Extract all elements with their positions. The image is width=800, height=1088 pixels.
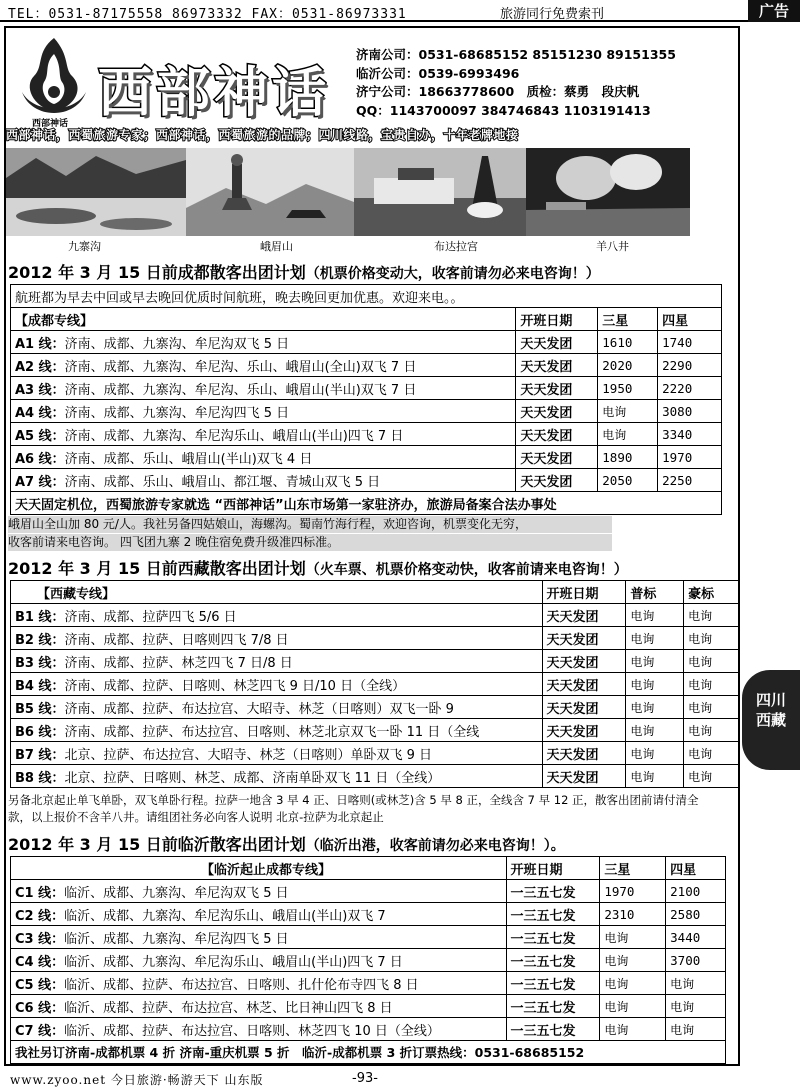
section-note: （临沂出港，收客前请勿必来电咨询！）。 bbox=[305, 838, 565, 854]
route-cell bbox=[11, 949, 507, 972]
tibet-note: 款，以上报价不含羊八井。请组团社务必向客人说明 北京-拉萨为北京起止 bbox=[8, 810, 384, 824]
price-cell: 电询 bbox=[626, 696, 684, 719]
col-header: 豪标 bbox=[684, 581, 740, 604]
table-row bbox=[11, 765, 740, 788]
price-cell: 2100 bbox=[666, 880, 726, 903]
price-cell: 电询 bbox=[626, 673, 684, 696]
price-cell: 电询 bbox=[626, 719, 684, 742]
section-title: 2012 年 3 月 15 日前成都散客出团计划 bbox=[8, 263, 306, 282]
departure-cell: 天天发团 bbox=[516, 446, 598, 469]
table-row bbox=[11, 469, 722, 492]
departure-cell: 天天发团 bbox=[542, 604, 626, 627]
col-header: 四星 bbox=[666, 857, 726, 880]
table-row bbox=[11, 673, 740, 696]
table-header-row bbox=[11, 308, 722, 331]
chengdu-rows bbox=[11, 331, 722, 492]
route-text: 济南、成都、拉萨、日喀则四飞 7/8 日 bbox=[64, 632, 289, 648]
line-code: A6 线： bbox=[15, 451, 65, 467]
table-row bbox=[11, 949, 726, 972]
section-heading-linyi bbox=[8, 832, 565, 855]
table-row bbox=[11, 880, 726, 903]
col-header: 三星 bbox=[600, 857, 666, 880]
route-cell bbox=[11, 331, 516, 354]
line-code: A1 线： bbox=[15, 336, 65, 352]
table-row bbox=[11, 423, 722, 446]
line-code: B6 线： bbox=[15, 724, 65, 740]
route-cell bbox=[11, 1018, 507, 1041]
route-cell bbox=[11, 995, 507, 1018]
table-row bbox=[11, 331, 722, 354]
price-cell: 2220 bbox=[658, 377, 722, 400]
price-cell: 电询 bbox=[598, 423, 658, 446]
route-text: 济南、成都、乐山、峨眉山(半山)双飞 4 日 bbox=[64, 451, 313, 467]
table-row bbox=[11, 903, 726, 926]
price-cell: 3080 bbox=[658, 400, 722, 423]
route-cell bbox=[11, 354, 516, 377]
photo-caption: 布达拉宫 bbox=[434, 240, 478, 253]
departure-cell: 天天发团 bbox=[542, 650, 626, 673]
route-cell bbox=[11, 972, 507, 995]
price-cell: 电询 bbox=[626, 650, 684, 673]
line-code: B4 线： bbox=[15, 678, 65, 694]
table-row bbox=[11, 446, 722, 469]
price-cell: 2250 bbox=[658, 469, 722, 492]
departure-cell: 天天发团 bbox=[542, 765, 626, 788]
table-row bbox=[11, 972, 726, 995]
price-cell: 电询 bbox=[598, 400, 658, 423]
departure-cell: 天天发团 bbox=[516, 354, 598, 377]
route-cell bbox=[11, 469, 516, 492]
route-cell bbox=[11, 880, 507, 903]
table-row bbox=[11, 354, 722, 377]
price-cell: 1610 bbox=[598, 331, 658, 354]
logo-caption: 西部神话 bbox=[32, 119, 69, 129]
line-code: A7 线： bbox=[15, 474, 65, 490]
price-cell: 3340 bbox=[658, 423, 722, 446]
photo-captions bbox=[6, 238, 690, 254]
line-code: C3 线： bbox=[15, 931, 65, 947]
page-number: -93- bbox=[352, 1071, 378, 1086]
departure-cell: 天天发团 bbox=[542, 627, 626, 650]
route-text: 济南、成都、九寨沟、牟尼沟、乐山、峨眉山(全山)双飞 7 日 bbox=[64, 359, 417, 375]
price-cell: 电询 bbox=[684, 650, 740, 673]
price-cell: 电询 bbox=[684, 673, 740, 696]
col-header: 三星 bbox=[598, 308, 658, 331]
price-cell: 2020 bbox=[598, 354, 658, 377]
departure-cell: 一三五七发 bbox=[506, 926, 600, 949]
line-code: C1 线： bbox=[15, 885, 65, 901]
price-cell: 电询 bbox=[666, 995, 726, 1018]
price-cell: 3440 bbox=[666, 926, 726, 949]
table-row bbox=[11, 1018, 726, 1041]
price-cell: 2290 bbox=[658, 354, 722, 377]
route-cell bbox=[11, 377, 516, 400]
line-code: C2 线： bbox=[15, 908, 65, 924]
chengdu-note: 峨眉山全山加 80 元/人。我社另备四姑娘山，海螺沟。蜀南竹海行程，欢迎咨询，机票变化无穷， bbox=[8, 516, 612, 533]
table-row bbox=[11, 650, 740, 673]
free-catalog-tag: 旅游同行免费索刊 bbox=[500, 7, 605, 22]
departure-cell: 天天发团 bbox=[516, 331, 598, 354]
line-code: A5 线： bbox=[15, 428, 65, 444]
price-cell: 电询 bbox=[600, 949, 666, 972]
route-text: 济南、成都、拉萨、林芝四飞 7 日/8 日 bbox=[64, 655, 293, 671]
price-cell: 电询 bbox=[600, 926, 666, 949]
route-text: 济南、成都、拉萨、布达拉宫、大昭寺、林芝（日喀则）双飞一卧 9 bbox=[64, 701, 454, 717]
departure-cell: 天天发团 bbox=[516, 377, 598, 400]
chengdu-note: 收客前请来电咨询。 四飞团九寨 2 晚住宿免费升级准四标准。 bbox=[8, 534, 612, 551]
departure-cell: 天天发团 bbox=[542, 696, 626, 719]
departure-cell: 一三五七发 bbox=[506, 972, 600, 995]
line-code: B1 线： bbox=[15, 609, 65, 625]
departure-cell: 天天发团 bbox=[542, 742, 626, 765]
price-cell: 电询 bbox=[626, 742, 684, 765]
col-header: 【临沂起止成都专线】 bbox=[11, 857, 507, 880]
price-cell: 电询 bbox=[600, 972, 666, 995]
table-header-row bbox=[11, 857, 726, 880]
brand-header bbox=[6, 28, 738, 140]
price-cell: 1970 bbox=[600, 880, 666, 903]
table-row bbox=[11, 604, 740, 627]
route-cell bbox=[11, 400, 516, 423]
company-line: 济宁公司：18663778600 质检：蔡勇 段庆帆 bbox=[356, 84, 640, 99]
departure-cell: 一三五七发 bbox=[506, 949, 600, 972]
departure-cell: 天天发团 bbox=[516, 423, 598, 446]
price-cell: 电询 bbox=[626, 604, 684, 627]
route-text: 临沂、成都、九寨沟、牟尼沟乐山、峨眉山(半山)双飞 7 bbox=[64, 908, 386, 924]
route-cell bbox=[11, 742, 543, 765]
photo-caption: 羊八井 bbox=[596, 240, 629, 253]
footer-url: www.zyoo.net 今日旅游·畅游天下 山东版 bbox=[10, 1073, 264, 1087]
col-header: 四星 bbox=[658, 308, 722, 331]
route-cell bbox=[11, 765, 543, 788]
price-cell: 电询 bbox=[684, 765, 740, 788]
table-row bbox=[11, 696, 740, 719]
departure-cell: 一三五七发 bbox=[506, 903, 600, 926]
price-cell: 1970 bbox=[658, 446, 722, 469]
price-cell: 电询 bbox=[600, 995, 666, 1018]
col-header: 【成都专线】 bbox=[11, 308, 516, 331]
line-code: A4 线： bbox=[15, 405, 65, 421]
line-code: B8 线： bbox=[15, 770, 65, 786]
chengdu-schedule-table bbox=[10, 284, 722, 515]
col-header: 【西藏专线】 bbox=[11, 581, 543, 604]
price-cell: 电询 bbox=[626, 627, 684, 650]
departure-cell: 一三五七发 bbox=[506, 1018, 600, 1041]
photo-potala bbox=[354, 148, 526, 236]
route-text: 济南、成都、拉萨、日喀则、林芝四飞 9 日/10 日（全线） bbox=[64, 678, 406, 694]
table-row bbox=[11, 400, 722, 423]
col-header: 普标 bbox=[626, 581, 684, 604]
price-cell: 电询 bbox=[684, 604, 740, 627]
route-cell bbox=[11, 446, 516, 469]
route-cell bbox=[11, 627, 543, 650]
table-row bbox=[11, 377, 722, 400]
route-text: 北京、拉萨、布达拉宫、大昭寺、林芝（日喀则）单卧双飞 9 日 bbox=[64, 747, 433, 763]
section-title: 2012 年 3 月 15 日前临沂散客出团计划 bbox=[8, 835, 306, 854]
line-code: C6 线： bbox=[15, 1000, 65, 1016]
route-text: 临沂、成都、九寨沟、牟尼沟双飞 5 日 bbox=[64, 885, 289, 901]
price-cell: 2050 bbox=[598, 469, 658, 492]
route-text: 济南、成都、九寨沟、牟尼沟乐山、峨眉山(半山)四飞 7 日 bbox=[64, 428, 404, 444]
route-text: 济南、成都、拉萨四飞 5/6 日 bbox=[64, 609, 237, 625]
tibet-rows bbox=[11, 604, 740, 788]
route-text: 济南、成都、九寨沟、牟尼沟四飞 5 日 bbox=[64, 405, 290, 421]
price-cell: 1890 bbox=[598, 446, 658, 469]
table-row bbox=[11, 627, 740, 650]
top-contact-bar bbox=[0, 0, 800, 22]
section-note: （火车票、机票价格变动快，收客前请来电咨询！） bbox=[305, 562, 628, 578]
route-text: 临沂、成都、九寨沟、牟尼沟四飞 5 日 bbox=[64, 931, 289, 947]
photo-yangbajing bbox=[526, 148, 690, 236]
table-row bbox=[11, 995, 726, 1018]
photo-emeishan bbox=[186, 148, 354, 236]
side-tab-label: 四川 bbox=[755, 691, 786, 709]
line-code: B7 线： bbox=[15, 747, 65, 763]
company-line: 济南公司：0531-68685152 85151230 89151355 bbox=[356, 47, 676, 62]
route-text: 临沂、成都、拉萨、布达拉宫、林芝、比日神山四飞 8 日 bbox=[64, 1000, 393, 1016]
line-code: C4 线： bbox=[15, 954, 65, 970]
price-cell: 电询 bbox=[626, 765, 684, 788]
price-cell: 1950 bbox=[598, 377, 658, 400]
brand-slogan: 西部神话，西蜀旅游专家；西部神话，西蜀旅游的品牌；四川线路，宝贵自办，十年老牌地接 bbox=[6, 128, 519, 142]
line-code: B5 线： bbox=[15, 701, 65, 717]
photo-jiuzhaigou bbox=[6, 148, 186, 236]
company-contacts bbox=[356, 46, 676, 120]
tibet-note: 另备北京起止单飞单卧，双飞单卧行程。拉萨一地含 3 早 4 正、日喀则(或林芝)含 5 早 8 正，全线含 7 早 12 正，散客出团前请付清全 bbox=[8, 793, 699, 807]
flame-logo-icon bbox=[14, 32, 94, 124]
route-text: 临沂、成都、拉萨、布达拉宫、日喀则、扎什伦布寺四飞 8 日 bbox=[64, 977, 419, 993]
linyi-schedule-table bbox=[10, 856, 726, 1064]
contact-numbers: TEL：0531-87175558 86973332 FAX：0531-86973331 bbox=[8, 7, 407, 22]
route-cell bbox=[11, 696, 543, 719]
route-text: 济南、成都、拉萨、布达拉宫、日喀则、林芝北京双飞一卧 11 日（全线 bbox=[64, 724, 480, 740]
price-cell: 电询 bbox=[684, 742, 740, 765]
route-text: 北京、拉萨、日喀则、林芝、成都、济南单卧双飞 11 日（全线） bbox=[64, 770, 441, 786]
departure-cell: 天天发团 bbox=[542, 719, 626, 742]
departure-cell: 天天发团 bbox=[542, 673, 626, 696]
route-cell bbox=[11, 650, 543, 673]
price-cell: 电询 bbox=[684, 719, 740, 742]
price-cell: 1740 bbox=[658, 331, 722, 354]
route-text: 济南、成都、九寨沟、牟尼沟、乐山、峨眉山(半山)双飞 7 日 bbox=[64, 382, 417, 398]
price-cell: 电询 bbox=[666, 972, 726, 995]
route-text: 临沂、成都、九寨沟、牟尼沟乐山、峨眉山(半山)四飞 7 日 bbox=[64, 954, 403, 970]
departure-cell: 一三五七发 bbox=[506, 880, 600, 903]
line-code: B2 线： bbox=[15, 632, 65, 648]
col-header: 开班日期 bbox=[516, 308, 598, 331]
price-cell: 2580 bbox=[666, 903, 726, 926]
photo-strip bbox=[6, 148, 690, 236]
line-code: A2 线： bbox=[15, 359, 65, 375]
line-code: C5 线： bbox=[15, 977, 65, 993]
photo-caption: 峨眉山 bbox=[260, 240, 293, 253]
table-row bbox=[11, 719, 740, 742]
table-header-row bbox=[11, 581, 740, 604]
table-row bbox=[11, 926, 726, 949]
region-side-tab bbox=[742, 670, 800, 770]
section-heading-chengdu bbox=[8, 260, 600, 283]
table-footer-row: 我社另订济南-成都机票 4 折 济南-重庆机票 5 折 临沂-成都机票 3 折订票热线：0531-68685152 bbox=[11, 1041, 726, 1064]
departure-cell: 一三五七发 bbox=[506, 995, 600, 1018]
table-footer-row: 天天固定机位，西蜀旅游专家就选 “西部神话”山东市场第一家驻济办，旅游局备案合法办事处 bbox=[11, 492, 722, 515]
price-cell: 3700 bbox=[666, 949, 726, 972]
route-text: 济南、成都、九寨沟、牟尼沟双飞 5 日 bbox=[64, 336, 290, 352]
brand-name: 西部神话 bbox=[98, 60, 330, 124]
departure-cell: 天天发团 bbox=[516, 469, 598, 492]
linyi-rows bbox=[11, 880, 726, 1041]
route-cell bbox=[11, 673, 543, 696]
section-note: （机票价格变动大，收客前请勿必来电咨询！） bbox=[305, 266, 600, 282]
company-line: 临沂公司：0539-6993496 bbox=[356, 65, 520, 81]
route-cell bbox=[11, 604, 543, 627]
route-text: 济南、成都、乐山、峨眉山、都江堰、青城山双飞 5 日 bbox=[64, 474, 381, 490]
line-code: A3 线： bbox=[15, 382, 65, 398]
photo-caption: 九寨沟 bbox=[68, 240, 101, 253]
ad-badge: 广告 bbox=[748, 0, 800, 22]
route-cell bbox=[11, 423, 516, 446]
price-cell: 电询 bbox=[684, 696, 740, 719]
route-cell bbox=[11, 903, 507, 926]
col-header: 开班日期 bbox=[542, 581, 626, 604]
company-line: QQ：1143700097 384746843 1103191413 bbox=[356, 102, 651, 118]
price-cell: 电询 bbox=[666, 1018, 726, 1041]
col-header: 开班日期 bbox=[506, 857, 600, 880]
intro-row: 航班都为早去中回或早去晚回优质时间航班，晚去晚回更加优惠。欢迎来电。。 bbox=[11, 285, 722, 308]
section-heading-tibet bbox=[8, 556, 628, 579]
line-code: C7 线： bbox=[15, 1023, 65, 1039]
departure-cell: 天天发团 bbox=[516, 400, 598, 423]
table-row bbox=[11, 742, 740, 765]
route-text: 临沂、成都、拉萨、布达拉宫、日喀则、林芝四飞 10 日（全线） bbox=[64, 1023, 440, 1039]
route-cell bbox=[11, 926, 507, 949]
price-cell: 电询 bbox=[684, 627, 740, 650]
page-footer bbox=[0, 1068, 800, 1088]
line-code: B3 线： bbox=[15, 655, 65, 671]
tibet-schedule-table bbox=[10, 580, 740, 788]
price-cell: 2310 bbox=[600, 903, 666, 926]
side-tab-label: 西藏 bbox=[755, 711, 786, 729]
route-cell bbox=[11, 719, 543, 742]
section-title: 2012 年 3 月 15 日前西藏散客出团计划 bbox=[8, 559, 306, 578]
price-cell: 电询 bbox=[600, 1018, 666, 1041]
